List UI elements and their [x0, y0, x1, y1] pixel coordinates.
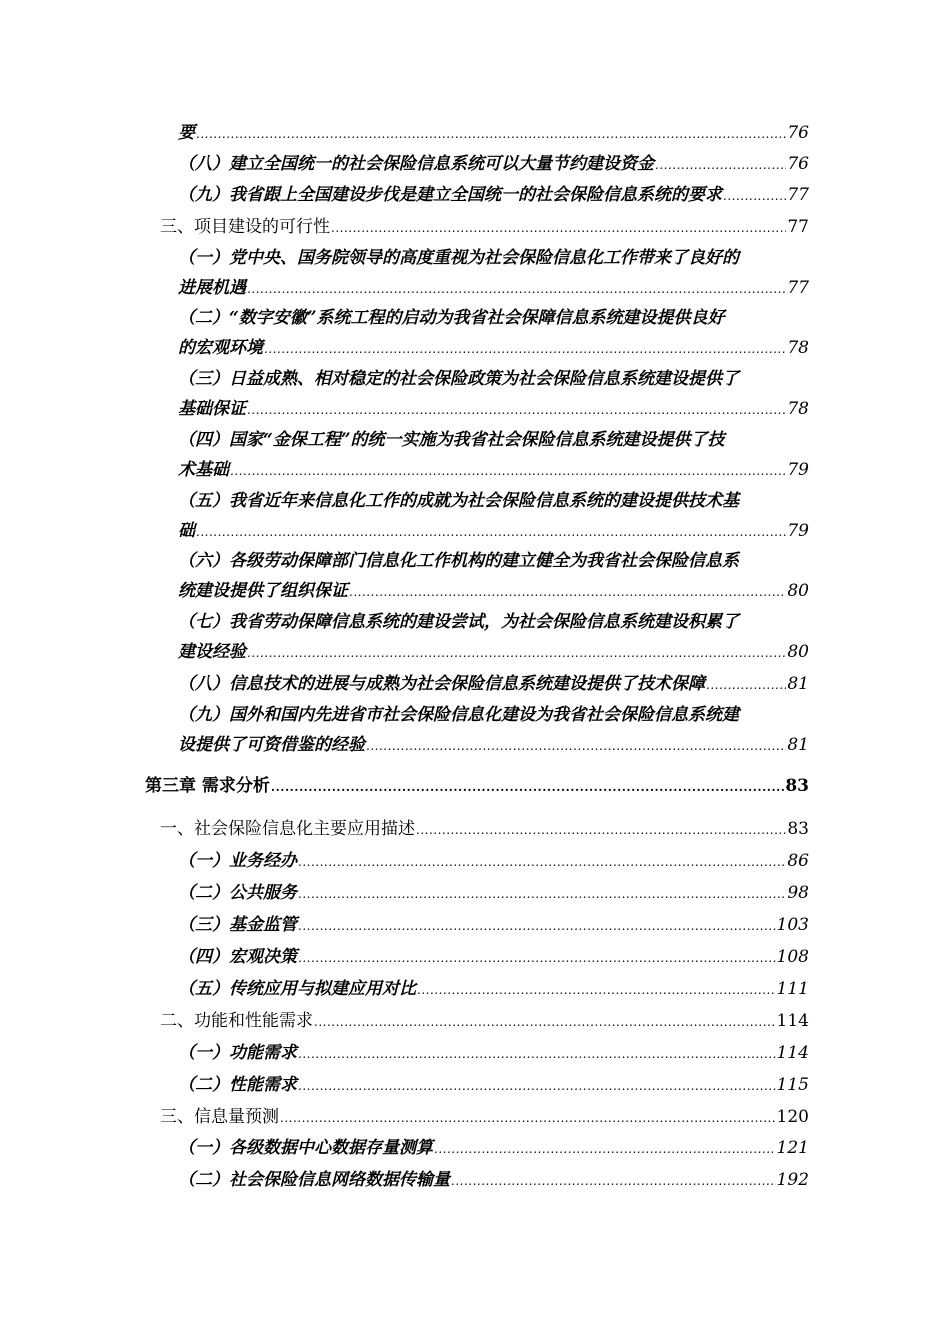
dot-leader: [264, 338, 786, 360]
toc-entry-page: 86: [787, 851, 809, 871]
dot-leader: [314, 1011, 776, 1033]
toc-entry-page: 111: [776, 979, 809, 999]
dot-leader: [247, 642, 786, 664]
dot-leader: [230, 460, 786, 482]
dot-leader: [417, 979, 776, 1001]
toc-entry-title: 设提供了可资借鉴的经验: [178, 735, 365, 755]
dot-leader: [271, 776, 784, 798]
dot-leader: [298, 947, 776, 969]
dot-leader: [298, 883, 786, 905]
dot-leader: [723, 185, 786, 207]
toc-entry-page: 98: [787, 883, 809, 903]
dot-leader: [434, 1138, 776, 1160]
dot-leader: [298, 915, 776, 937]
toc-entry-title: （一）业务经办: [178, 851, 297, 871]
toc-entry-title: （七）我省劳动保障信息系统的建设尝试，为社会保险信息系统建设积累了: [178, 612, 739, 632]
toc-entry-title: 第三章 需求分析: [145, 776, 270, 796]
toc-entry-page: 79: [787, 460, 809, 480]
dot-leader: [196, 123, 786, 145]
dot-leader: [298, 1075, 776, 1097]
toc-entry-title: （一）各级数据中心数据存量测算: [178, 1138, 433, 1158]
toc-entry-page: 77: [787, 278, 809, 298]
toc-entry-title: （二）性能需求: [178, 1075, 297, 1095]
toc-entry-title: （六）各级劳动保障部门信息化工作机构的建立健全为我省社会保险信息系: [178, 551, 739, 571]
toc-entry-title: 的宏观环境: [178, 338, 263, 358]
toc-entry-page: 81: [787, 735, 809, 755]
toc-entry-page: 77: [787, 217, 809, 237]
toc-entry-page: 78: [787, 399, 809, 419]
toc-entry-title: 础: [178, 521, 195, 541]
dot-leader: [298, 851, 786, 873]
toc-entry-page: 83: [785, 776, 809, 796]
dot-leader: [655, 154, 786, 176]
toc-entry-title: （四）宏观决策: [178, 947, 297, 967]
toc-entry-page: 192: [776, 1170, 809, 1190]
dot-leader: [451, 1170, 776, 1192]
dot-leader: [247, 399, 786, 421]
toc-entry-title: （九）国外和国内先进省市社会保险信息化建设为我省社会保险信息系统建: [178, 705, 739, 725]
toc-entry-page: 81: [787, 674, 809, 694]
toc-entry-page: 76: [787, 123, 809, 143]
dot-leader: [247, 278, 786, 300]
toc-entry-page: 76: [787, 154, 809, 174]
toc-entry-title: （一）党中央、国务院领导的高度重视为社会保险信息化工作带来了良好的: [178, 248, 739, 268]
dot-leader: [349, 581, 786, 603]
toc-entry-page: 120: [776, 1107, 809, 1127]
toc-entry-page: 80: [787, 581, 809, 601]
dot-leader: [706, 674, 786, 696]
dot-leader: [280, 1107, 776, 1129]
toc-entry-page: 80: [787, 642, 809, 662]
toc-entry-title: （二）公共服务: [178, 883, 297, 903]
dot-leader: [196, 521, 786, 543]
toc-entry-title: （二）“数字安徽”系统工程的启动为我省社会保障信息系统建设提供良好: [178, 308, 725, 328]
toc-entry-title: （三）基金监管: [178, 915, 297, 935]
toc-entry-title: （四）国家“金保工程”的统一实施为我省社会保险信息系统建设提供了技: [178, 430, 725, 450]
toc-entry-title: 三、项目建设的可行性: [160, 217, 330, 237]
toc-entry-title: （一）功能需求: [178, 1043, 297, 1063]
toc-entry-title: 基础保证: [178, 399, 246, 419]
toc-entry-title: （八）信息技术的进展与成熟为社会保险信息系统建设提供了技术保障: [178, 674, 705, 694]
dot-leader: [366, 735, 786, 757]
toc-entry-page: 77: [787, 185, 809, 205]
toc-entry-page: 114: [776, 1011, 809, 1031]
toc-entry-title: （九）我省跟上全国建设步伐是建立全国统一的社会保险信息系统的要求: [178, 185, 722, 205]
toc-entry-title: （二）社会保险信息网络数据传输量: [178, 1170, 450, 1190]
toc-entry-page: 79: [787, 521, 809, 541]
toc-entry-page: 114: [776, 1043, 809, 1063]
toc-entry-page: 115: [776, 1075, 809, 1095]
toc-entry-title: （三）日益成熟、相对稳定的社会保险政策为社会保险信息系统建设提供了: [178, 369, 739, 389]
toc-entry-title: 建设经验: [178, 642, 246, 662]
dot-leader: [298, 1043, 776, 1065]
toc-entry-title: （五）我省近年来信息化工作的成就为社会保险信息系统的建设提供技术基: [178, 491, 739, 511]
toc-entry-title: 统建设提供了组织保证: [178, 581, 348, 601]
toc-entry-title: 术基础: [178, 460, 229, 480]
toc-entry-title: （五）传统应用与拟建应用对比: [178, 979, 416, 999]
toc-entry-page: 78: [787, 338, 809, 358]
toc-entry-title: 要: [178, 123, 195, 143]
toc-entry-title: 一、社会保险信息化主要应用描述: [160, 819, 415, 839]
toc-entry-title: 三、信息量预测: [160, 1107, 279, 1127]
toc-entry-page: 108: [776, 947, 809, 967]
dot-leader: [416, 819, 786, 841]
dot-leader: [331, 217, 786, 239]
toc-entry-page: 103: [776, 915, 809, 935]
toc-entry-title: 二、功能和性能需求: [160, 1011, 313, 1031]
toc-entry-title: 进展机遇: [178, 278, 246, 298]
toc-entry-page: 83: [787, 819, 809, 839]
toc-entry-title: （八）建立全国统一的社会保险信息系统可以大量节约建设资金: [178, 154, 654, 174]
toc-entry-page: 121: [776, 1138, 809, 1158]
